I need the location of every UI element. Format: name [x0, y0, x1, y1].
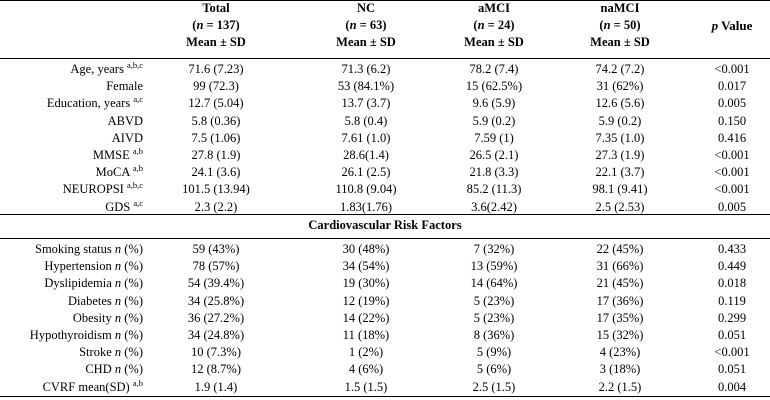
- table-cell: 27.3 (1.9): [595, 148, 645, 162]
- table-cell: 7 (32%): [473, 242, 515, 256]
- table-cell: 11 (18%): [342, 328, 390, 342]
- table-cell: 12.7 (5.04): [188, 96, 244, 111]
- table-cell: 34 (24.8%): [187, 328, 245, 342]
- row-label: CVRF mean(SD) $^{a,b}$: [42, 377, 143, 394]
- table-cell: <0.001: [714, 345, 750, 360]
- table-row: [0, 344, 770, 361]
- table-cell: 13 (59%): [470, 259, 518, 274]
- table-cell: 2.2 (1.5): [598, 379, 642, 394]
- table-cell: 17 (36%): [596, 293, 644, 308]
- table-row: [0, 113, 770, 130]
- table-cell: 74.2 (7.2): [595, 62, 645, 76]
- header-stat: Mean ± SD: [590, 35, 650, 49]
- table-row: [0, 275, 770, 292]
- table-cell: 5.8 (0.36): [191, 113, 241, 128]
- header-n: (n = 63): [345, 18, 387, 32]
- table-cell: 54 (39.4%): [187, 276, 245, 291]
- table-cell: 0.433: [717, 242, 747, 256]
- header-total: [162, 0, 270, 51]
- table-cell: 1 (2%): [348, 345, 384, 360]
- table-cell: 0.017: [717, 79, 747, 94]
- header-stat: Mean ± SD: [186, 35, 246, 49]
- table-cell: 12 (8.7%): [191, 362, 241, 377]
- table-cell: 21.8 (3.3): [469, 165, 519, 180]
- table-cell: 4 (23%): [599, 345, 641, 360]
- table-row: [0, 379, 770, 396]
- header-n: (n = 137): [192, 18, 240, 32]
- table-row: [0, 258, 770, 275]
- table-cell: 1.9 (1.4): [194, 379, 238, 394]
- table-cell: 5 (23%): [473, 310, 515, 325]
- table-cell: 19 (30%): [342, 276, 390, 291]
- table-cell: 26.1 (2.5): [341, 165, 391, 180]
- table-cell: 59 (43%): [192, 242, 240, 256]
- table-cell: 31 (62%): [596, 79, 644, 94]
- row-label: MMSE $^{a,b}$: [92, 145, 143, 162]
- table-cell: 0.119: [718, 293, 746, 308]
- table-cell: 5 (23%): [473, 293, 515, 308]
- header-name: naMCI: [600, 1, 640, 15]
- table-cell: 14 (64%): [470, 276, 518, 291]
- bottom-rule: [0, 396, 770, 397]
- table-cell: 0.051: [717, 362, 747, 377]
- table-row: [0, 293, 770, 310]
- table-cell: 0.449: [717, 259, 747, 274]
- table-cell: 15 (62.5%): [465, 79, 523, 94]
- row-label: Stroke n (%): [79, 345, 143, 360]
- header-n: (n = 24): [473, 18, 515, 32]
- table-cell: 99 (72.3): [193, 79, 239, 94]
- table-cell: 28.6(1.4): [343, 148, 389, 162]
- row-label: Dyslipidemia n (%): [44, 276, 143, 291]
- table-cell: 71.3 (6.2): [341, 62, 391, 76]
- table-cell: 0.416: [717, 130, 747, 145]
- table-row: [0, 181, 770, 198]
- row-label: Hypothyroidism n (%): [29, 328, 143, 342]
- table-cell: <0.001: [714, 165, 750, 180]
- table-cell: 2.5 (2.53): [595, 199, 645, 214]
- section-rule-bottom: [0, 238, 770, 239]
- row-label: MoCA $^{a,b}$: [95, 163, 143, 180]
- row-label: ABVD: [107, 113, 143, 128]
- table-cell: 1.5 (1.5): [344, 379, 388, 394]
- table-cell: 78.2 (7.4): [469, 62, 519, 76]
- header-namci: [566, 0, 674, 51]
- table-row: [0, 361, 770, 378]
- table-cell: 85.2 (11.3): [466, 182, 522, 197]
- table-cell: 12 (19%): [342, 293, 390, 308]
- table-cell: 0.299: [717, 310, 747, 325]
- table-cell: 4 (6%): [348, 362, 384, 377]
- table-row: [0, 130, 770, 147]
- table-cell: 0.018: [717, 276, 747, 291]
- table-cell: 5.9 (0.2): [472, 113, 516, 128]
- table-cell: 14 (22%): [342, 310, 390, 325]
- row-label: Hypertension n (%): [44, 259, 143, 274]
- header-stat: Mean ± SD: [464, 35, 524, 49]
- table-cell: 12.6 (5.6): [595, 96, 645, 111]
- table-cell: 53 (84.1%): [337, 79, 395, 94]
- table-cell: 7.59 (1): [474, 130, 514, 145]
- table-cell: <0.001: [714, 182, 750, 197]
- table-row: [0, 327, 770, 344]
- table-cell: 13.7 (3.7): [341, 96, 391, 111]
- table-cell: 17 (35%): [596, 310, 644, 325]
- table-cell: 24.1 (3.6): [191, 165, 241, 180]
- table-cell: 15 (32%): [596, 328, 644, 342]
- header-stat: Mean ± SD: [336, 35, 396, 49]
- header-name: NC: [356, 1, 376, 15]
- table-cell: 36 (27.2%): [187, 310, 245, 325]
- table-row: [0, 310, 770, 327]
- table-cell: <0.001: [714, 62, 750, 76]
- table-cell: 26.5 (2.1): [469, 148, 519, 162]
- header-name: Total: [202, 1, 230, 15]
- table-cell: 10 (7.3%): [191, 345, 241, 360]
- header-amci: [440, 0, 548, 51]
- table-cell: 1.83(1.76): [339, 199, 393, 214]
- table-cell: 0.150: [717, 113, 747, 128]
- header-rule: [0, 58, 770, 59]
- table-cell: 21 (45%): [596, 276, 644, 291]
- table-cell: 31 (66%): [596, 259, 644, 274]
- table-cell: 0.051: [717, 328, 747, 342]
- table-cell: 0.004: [717, 379, 747, 394]
- row-label: CHD n (%): [85, 362, 143, 377]
- row-label: Smoking status n (%): [35, 242, 143, 256]
- table-cell: 22.1 (3.7): [595, 165, 645, 180]
- table-row: [0, 61, 770, 78]
- table-cell: 78 (57%): [192, 259, 240, 274]
- table-cell: 5.9 (0.2): [598, 113, 642, 128]
- table-row: [0, 241, 770, 258]
- header-name: aMCI: [478, 1, 510, 15]
- table-cell: 3.6(2.42): [471, 199, 517, 214]
- table-row: [0, 164, 770, 181]
- table-cell: 71.6 (7.23): [188, 62, 244, 76]
- row-label: NEUROPSI $^{a,b,c}$: [62, 180, 143, 197]
- table-cell: 5.8 (0.4): [344, 113, 388, 128]
- header-nc: [312, 0, 420, 51]
- table-cell: 0.005: [717, 96, 747, 111]
- table-cell: 7.61 (1.0): [341, 130, 391, 145]
- header-p-value: p Value: [711, 18, 753, 33]
- section-rule-top: [0, 214, 770, 215]
- row-label: Female: [106, 79, 143, 94]
- table-cell: 34 (25.8%): [187, 293, 245, 308]
- table-cell: 3 (18%): [599, 362, 641, 377]
- table-cell: 9.6 (5.9): [472, 96, 516, 111]
- table-cell: 22 (45%): [596, 242, 644, 256]
- table-row: [0, 95, 770, 112]
- table-cell: 98.1 (9.41): [592, 182, 648, 197]
- table-cell: 30 (48%): [342, 242, 390, 256]
- row-label: Education, years $^{a,c}$: [46, 94, 143, 111]
- table-cell: 2.5 (1.5): [472, 379, 516, 394]
- table-cell: 2.3 (2.2): [194, 199, 238, 214]
- section-title: Cardiovascular Risk Factors: [308, 218, 462, 232]
- row-label: GDS $^{a,c}$: [105, 197, 143, 214]
- table-cell: 110.8 (9.04): [335, 182, 397, 197]
- table-cell: 7.5 (1.06): [191, 130, 241, 145]
- table-cell: 27.8 (1.9): [191, 148, 241, 162]
- table-cell: <0.001: [714, 148, 750, 162]
- table-cell: 5 (6%): [476, 362, 512, 377]
- table-cell: 5 (9%): [476, 345, 512, 360]
- row-label: AIVD: [111, 130, 143, 145]
- table-cell: 0.005: [717, 199, 747, 214]
- row-label: Obesity n (%): [72, 310, 143, 325]
- table-row: [0, 78, 770, 95]
- table-cell: 7.35 (1.0): [595, 130, 645, 145]
- table-cell: 101.5 (13.94): [182, 182, 250, 197]
- table-cell: 34 (54%): [342, 259, 390, 274]
- row-label: Diabetes n (%): [68, 293, 143, 308]
- header-n: (n = 50): [599, 18, 641, 32]
- row-label: Age, years $^{a,b,c}$: [70, 59, 143, 76]
- table-cell: 8 (36%): [473, 328, 515, 342]
- table-row: [0, 147, 770, 164]
